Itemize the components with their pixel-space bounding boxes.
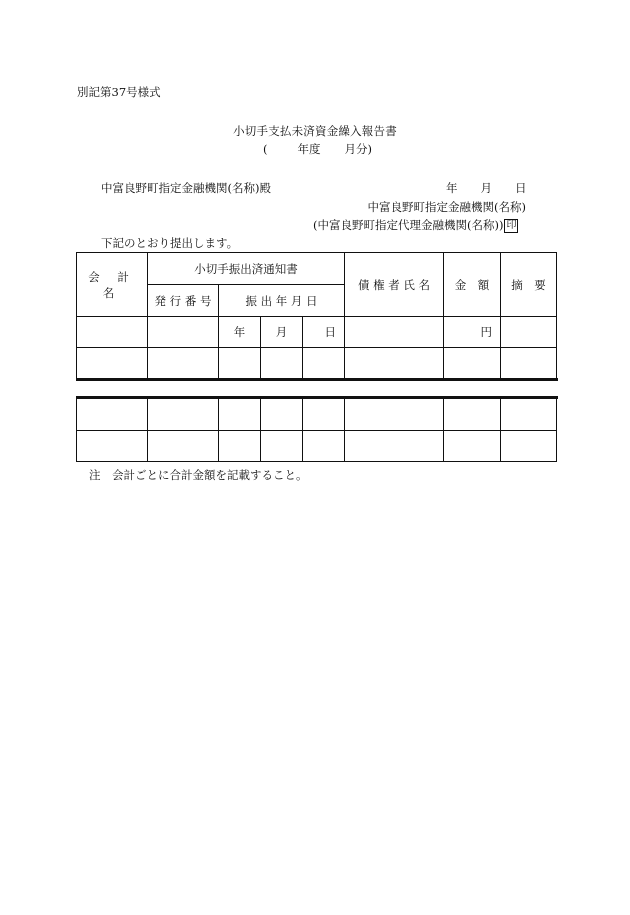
cell-empty	[303, 348, 345, 379]
seal-mark: 印	[506, 220, 517, 231]
date-day: 日	[515, 181, 527, 195]
cell-empty	[148, 431, 219, 462]
cell-empty	[303, 399, 345, 431]
break-line-top	[76, 378, 558, 381]
period-month: 月分)	[344, 142, 372, 156]
cell-empty	[261, 431, 303, 462]
cell-remarks	[501, 317, 557, 348]
document-title: 小切手支払未済資金繰入報告書	[233, 124, 397, 138]
report-table-bottom	[76, 398, 557, 462]
sender: 中富良野町指定金融機関(名称)	[367, 200, 526, 214]
cell-empty	[501, 431, 557, 462]
form-reference: 別記第37号様式	[77, 85, 161, 99]
cell-empty	[501, 348, 557, 379]
header-notice: 小切手振出済通知書	[148, 253, 345, 285]
cell-empty	[345, 431, 444, 462]
cell-empty	[444, 431, 501, 462]
cell-empty	[77, 431, 148, 462]
header-account: 会 計 名	[77, 253, 148, 317]
period-open: (	[263, 142, 268, 156]
report-table-top	[76, 252, 557, 379]
header-issue-date: 振 出 年 月 日	[219, 285, 345, 317]
period-line	[263, 141, 372, 157]
cell-empty	[77, 348, 148, 379]
cell-creditor	[345, 317, 444, 348]
cell-empty	[444, 348, 501, 379]
cell-account	[77, 317, 148, 348]
cell-empty	[345, 348, 444, 379]
cell-empty	[148, 399, 219, 431]
date-year: 年	[446, 181, 458, 195]
header-remarks: 摘 要	[501, 253, 557, 317]
period-year: 年度	[297, 142, 321, 156]
cell-empty	[501, 399, 557, 431]
cell-empty	[219, 431, 261, 462]
intro-text: 下記のとおり提出します。	[101, 236, 239, 250]
header-creditor: 債 権 者 氏 名	[345, 253, 444, 317]
cell-empty	[444, 399, 501, 431]
footnote: 注 会計ごとに合計金額を記載すること。	[89, 468, 308, 482]
recipient: 中富良野町指定金融機関(名称)殿	[101, 181, 271, 195]
cell-day: 日	[303, 317, 345, 348]
cell-empty	[219, 348, 261, 379]
cell-empty	[261, 348, 303, 379]
cell-empty	[261, 399, 303, 431]
cell-month: 月	[261, 317, 303, 348]
sender-agent	[313, 217, 518, 233]
cell-empty	[219, 399, 261, 431]
header-issue-number: 発 行 番 号	[148, 285, 219, 317]
header-amount: 金 額	[444, 253, 501, 317]
cell-empty	[345, 399, 444, 431]
cell-year: 年	[219, 317, 261, 348]
cell-empty	[77, 399, 148, 431]
cell-issue-number	[148, 317, 219, 348]
cell-amount: 円	[444, 317, 501, 348]
sender-agent-name: (中富良野町指定代理金融機関(名称))	[313, 218, 504, 232]
cell-empty	[303, 431, 345, 462]
cell-empty	[148, 348, 219, 379]
date-month: 月	[480, 181, 492, 195]
date-line	[446, 180, 527, 196]
